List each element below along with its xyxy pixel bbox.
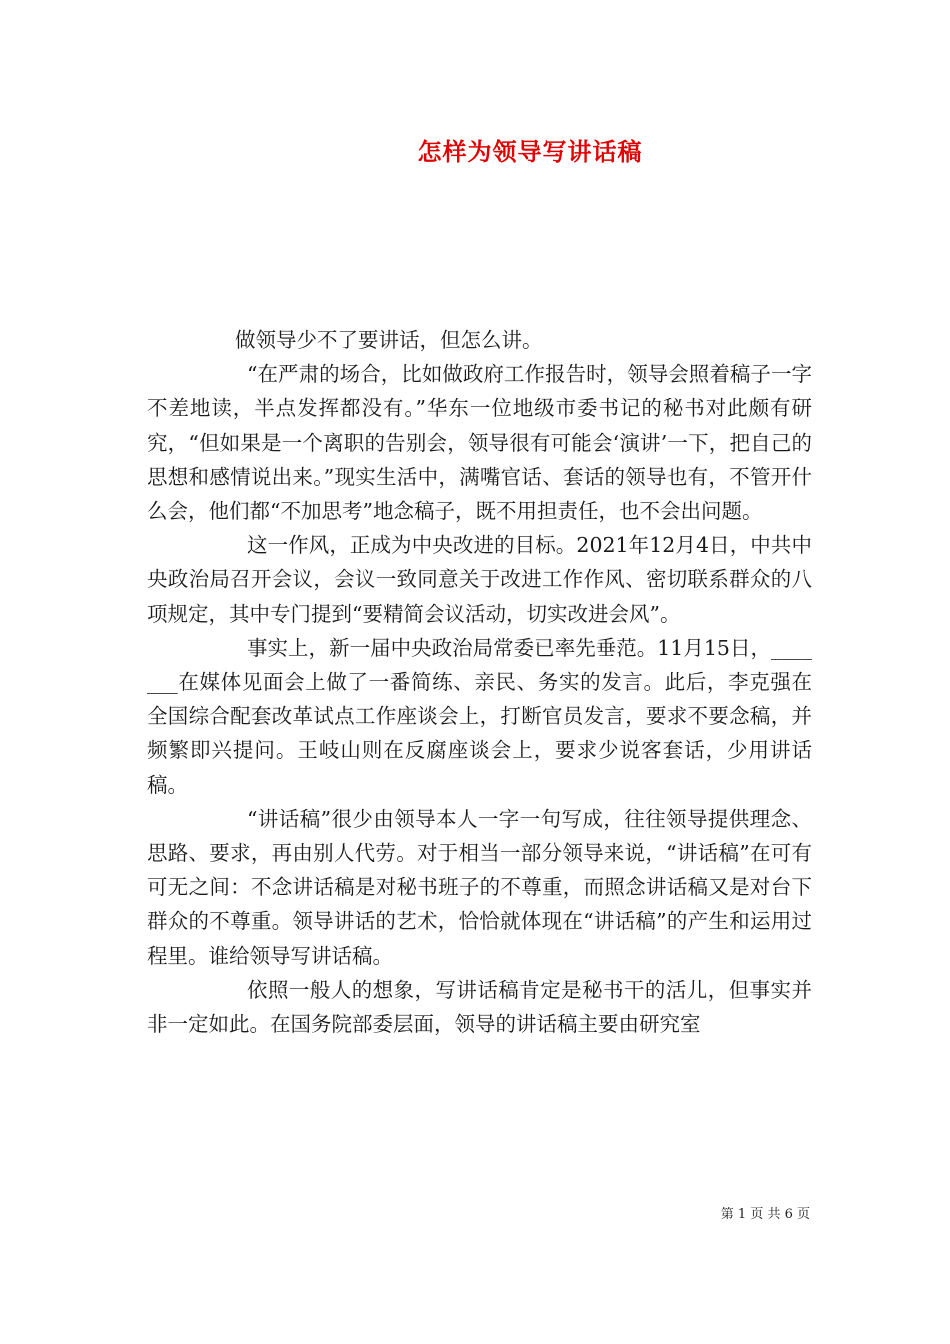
paragraph: 这一作风，正成为中央改进的目标。2021年12月4日，中共中央政治局召开会议，会议一致同意关于改进工作作风、密切联系群众的八项规定，其中专门提到“要精简会议活动，切实改进会风”。 (147, 533, 812, 626)
document-title: 怎样为领导写讲话稿 (417, 137, 643, 166)
paragraph: 事实上，新一届中央政治局常委已率先垂范。11月15日，_______在媒体见面会上做了一番简练、亲民、务实的发言。此后，李克强在全国综合配套改革试点工作座谈会上，打断官员发言，要求不要念稿，并频繁即兴提问。王岐山则在反腐座谈会上，要求少说客套话，少用讲话稿。 (147, 635, 812, 797)
page-number-footer: 第 1 页 共 6 页 (720, 1207, 810, 1222)
document-body (147, 323, 812, 1041)
paragraph: “讲话稿”很少由领导本人一字一句写成，往往领导提供理念、思路、要求，再由别人代劳。对于相当一部分领导来说，“讲话稿”在可有可无之间：不念讲话稿是对秘书班子的不尊重，而照念讲话稿又是对台下群众的不尊重。领导讲话的艺术，恰恰就体现在“讲话稿”的产生和运用过程里。谁给领导写讲话稿。 (147, 806, 812, 968)
paragraph: 依照一般人的想象，写讲话稿肯定是秘书干的活儿，但事实并非一定如此。在国务院部委层面，领导的讲话稿主要由研究室 (147, 977, 812, 1037)
paragraph: “在严肃的场合，比如做政府工作报告时，领导会照着稿子一字不差地读，半点发挥都没有。”华东一位地级市委书记的秘书对此颇有研究，“但如果是一个离职的告别会，领导很有可能会‘演讲’一下，把自己的思想和感情说出来。”现实生活中，满嘴官话、套话的领导也有，不管开什么会，他们都“不加思考”地念稿子，既不用担责任，也不会出问题。 (147, 362, 812, 524)
paragraph: 做领导少不了要讲话，但怎么讲。 (235, 328, 543, 352)
